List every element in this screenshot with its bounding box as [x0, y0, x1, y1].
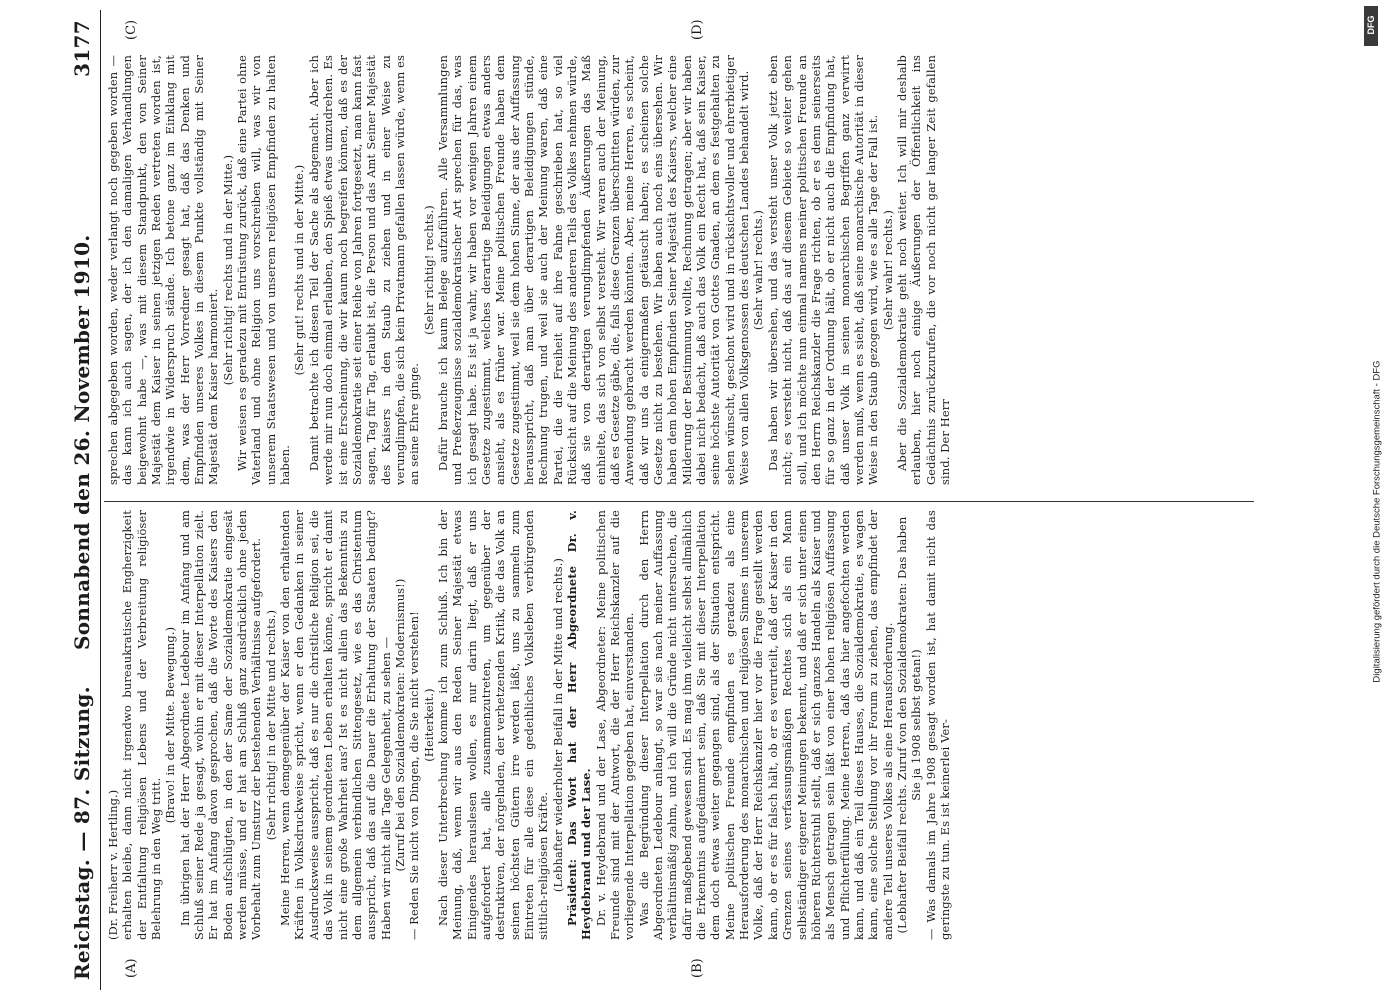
- dfg-logo: [1364, 6, 1378, 46]
- paragraph: Wir weisen es geradezu mit Entrüstung zurück, daß eine Partei ohne Vaterland und ohne Religion uns vorschreiben will, was wir von unserem Staatswesen und von unserem religiösen Empfinden zu halten haben.: [235, 55, 293, 485]
- header-rule: [100, 10, 101, 990]
- interjection: (Lebhafter wiederholter Beifall in der Mitte und rechts.): [550, 557, 565, 893]
- page-number: 3177: [70, 20, 94, 77]
- interjection: (Sehr wahr! rechts.): [880, 209, 895, 331]
- left-column: [106, 510, 952, 940]
- margin-mark-b: (B): [690, 958, 705, 978]
- paragraph: Aber die Sozialdemokratie geht noch weiter. Ich will mir deshalb erlauben, hier noch einige Äußerungen der Öffentlichkeit ins Gedächtnis zurückzurufen, die vor noch nicht gar langer Zeit gefallen sind. Der Herr: [894, 55, 952, 485]
- interjection: (Sehr gut! rechts und in der Mitte.): [292, 164, 307, 376]
- speaker-header: (Dr. Freiherr v. Hertling.): [106, 789, 120, 940]
- page-header: [58, 0, 102, 1000]
- margin-mark-a: (A): [124, 958, 139, 978]
- margin-mark-c: (C): [124, 19, 139, 40]
- paragraph: — Was damals im Jahre 1908 gesagt worden ist, hat damit nicht das geringste zu tun. Es ist keinerlei Ver-: [923, 510, 952, 940]
- digitization-note-text: Digitalisierung gefördert durch die Deutsche Forschungsgemeinschaft - DFG: [1371, 360, 1383, 683]
- margin-mark-d: (D): [690, 19, 705, 40]
- paragraph: Was die Begründung dieser Interpellation durch den Herrn Abgeordneten Ledebour anlangt, so war sie nach meiner Auffassung verhältnismäßig zahm, und ich will die Gründe nicht untersuchen, die dafür maßgebend gewesen sind. Es mag ihm vielleicht selbst allmählich die Erkenntnis aufgedämmert sein, daß Sie mit dieser Interpellation dem doch etwas weiter gegangen sind, als der Situation entspricht. Meine politischen Freunde empfinden es geradezu als eine Herausforderung des monarchischen und religiösen Sinnes in unserem Volke, daß der Herr Reichskanzler hier vor die Frage gestellt werden kann, ob er es für falsch hält, ob er es verurteilt, daß der Kaiser in den Grenzen seines verfassungsmäßigen Rechtes sich als ein Mann selbständiger eigener Meinungen bekennt, und daß er sich unter einen höheren Richterstuhl stellt, daß er sich ganzes Handeln als Kaiser und als Mensch getragen sein läßt von einer hohen religiösen Auffassung und Pflichterfüllung. Meine Herren, daß das hier angefochten werden kann, und daß ein Teil dieses Hauses, die Sozialdemokratie, es wagen kann, eine solche Stellung vor ihr Forum zu ziehen, das empfindet der andere Teil unseres Volkes als eine Herausforderung.: [636, 510, 895, 940]
- paragraph: Meine Herren, wenn demgegenüber der Kaiser von den erhaltenden Kräften in Volksdruckweise spricht, wenn er den Gedanken in seiner Ausdrucksweise ausspricht, daß es nur die christliche Religion sei, die das Volk in seinem geordneten Leben erhalten könne, spricht er damit nicht eine große Wahrheit aus? Ist es nicht allein das Bekenntnis zu dem allgemein verbindlichen Sittengesetz, wie es das Christentum ausspricht, daß das auf die Dauer die Erhaltung der Staaten bedingt? Haben wir nicht alle Tage Gelegenheit, zu sehen —: [278, 510, 393, 940]
- paragraph: Dafür brauche ich kaum Belege aufzuführen. Alle Versammlungen und Preßerzeugnisse sozialdemokratischer Art sprechen für das, was ich gesagt habe. Es ist ja wahr, wir haben vor wenigen Jahren einem Gesetze zugestimmt, welches derartige Beleidigungen etwas anders ansieht, als es früher war. Meine politischen Freunde haben dem Gesetze zugestimmt, weil sie dem hohen Sinne, der aus der Auffassung herausspricht, daß man über derartigen Beleidigungen stünde, Rechnung trugen, und weil sie auch der Meinung waren, daß eine Partei, die die Freiheit auf ihre Fahne geschrieben hat, so viel Rücksicht auf die Meinung des anderen Teils des Volkes nehmen würde, daß sie von derartigen verunglimpfenden Äußerungen das Maß einhielte, das sich von selbst versteht. Wir waren auch der Meinung, daß es Gesetze gäbe, die, falls diese Grenzen überschritten würden, zur Anwendung gebracht werden könnten. Aber, meine Herren, es scheint, daß wir uns da einigermaßen getäuscht haben; es scheinen solche Gesetze nicht zu bestehen. Wir haben auch noch eins übersehen. Wir haben dem hohen Empfinden Seiner Majestät des Kaisers, welcher eine Milderung der Bestimmung wollte, Rechnung getragen; aber wir haben dabei nicht bedacht, daß auch das Volk ein Recht hat, daß sein Kaiser, seine höchste Autorität von Gottes Gnaden, an dem es festgehalten zu sehen wünscht, geschont wird und in rücksichtsvoller und ehrerbietiger Weise von allen Volksgenossen des deutschen Landes behandelt wird.: [435, 55, 752, 485]
- header-session: Reichstag. — 87. Sitzung.: [70, 686, 94, 980]
- paragraph: Das haben wir übersehen, und das versteht unser Volk jetzt eben nicht; es versteht nicht, daß das auf diesem Gebiete so weiter gehen soll, und ich möchte nun einmal namens meiner politischen Freunde an den Herrn Reichskanzler die Frage richten, ob er es denn seinerseits für so ganz in der Ordnung hält, ob er nicht auch die Empfindung hat, daß unser Volk in seinen monarchischen Begriffen ganz verwirrt werden muß, wenn es sieht, daß seine monarchische Autorität in dieser Weise in den Staub gezogen wird, wie es alle Tage der Fall ist.: [765, 55, 881, 485]
- paragraph: — Reden Sie nicht von Dingen, die Sie nicht verstehen!: [407, 611, 422, 940]
- interjection: (Heiterkeit.): [421, 688, 436, 762]
- dfg-logo-text: DFG: [1366, 15, 1376, 35]
- interjection: (Zuruf bei den Sozialdemokraten: Modernismus!): [392, 578, 407, 872]
- interjection: (Sehr richtig! rechts.): [421, 205, 436, 335]
- president-statement: Präsident: Das Wort hat der Herr Abgeordnete Dr. v. Heydebrand und der Lase.: [565, 510, 594, 940]
- paragraph: sprechen abgegeben worden, weder verlangt noch gegeben worden — das kann ich auch sagen, der ich den damaligen Verhandlungen beigewohnt habe —, was mit diesem Standpunkt, den von Seiner Majestät dem Kaiser in seinen jetzigen Reden vertreten worden ist, irgendwie in Widerspruch stände. Ich betone ganz im Einklang mit dem, was der Herr Vorredner gesagt hat, daß das Denken und Empfinden unseres Volkes in diesem Punkte vollständig mit Seiner Majestät dem Kaiser harmoniert.: [106, 55, 221, 485]
- right-column: [106, 55, 952, 485]
- column-divider: [104, 501, 1254, 502]
- speaker-intro: Dr. v. Heydebrand und der Lase, Abgeordneter: Meine politischen Freunde sind mit der Antwort, die der Herr Reichskanzler auf die vorliegende Interpellation gegeben hat, einverstanden.: [593, 510, 637, 940]
- interjection: (Sehr wahr! rechts.): [751, 209, 766, 331]
- digitization-note: [1362, 60, 1383, 990]
- interjection: (Sehr richtig! rechts und in der Mitte.): [220, 154, 235, 386]
- header-date: Sonnabend den 26. November 1910.: [70, 234, 94, 650]
- interjection: (Bravo! in der Mitte. Bewegung.): [163, 626, 178, 824]
- interjection: (Sehr richtig! in der Mitte und rechts.): [263, 609, 278, 841]
- paragraph: erhalten bleibe, dann nicht irgendwo bureaukratische Engherzigkeit der Entfaltung religiösen Lebens und der Verbreitung religiöser Belehrung in den Weg tritt.: [120, 510, 164, 940]
- paragraph: Im übrigen hat der Herr Abgeordnete Ledebour im Anfang und am Schluß seiner Rede ja gesagt, wohin er mit dieser Interpellation zielt. Er hat im Anfang davon gesprochen, daß die Worte des Kaisers den Boden aufschlügten, in den der Same der Sozialdemokratie eingesät werden müsse, und er hat am Schluß ganz ausdrücklich ohne jeden Vorbehalt zum Umsturz der bestehenden Verhältnisse aufgefordert.: [177, 510, 264, 940]
- paragraph: Damit betrachte ich diesen Teil der Sache als abgemacht. Aber ich werde mir nun doch einmal erlauben, den Spieß etwas umzudrehen. Es ist eine Erscheinung, die wir kaum noch begreifen können, daß es der Sozialdemokratie seit einer Reihe von Jahren fortgesetzt, man kann fast sagen, Tag für Tag, erlaubt ist, die Person und das Amt Seiner Majestät des Kaisers in den Staub zu ziehen und in einer Weise zu verunglimpfen, die sich kein Privatmann gefallen lassen würde, wenn es an seine Ehre ginge.: [306, 55, 422, 485]
- paragraph: Nach dieser Unterbrechung komme ich zum Schluß. Ich bin der Meinung, daß, wenn wir aus den Reden Seiner Majestät etwas Einigendes herauslesen wollen, es nur darin liegt, daß er uns aufgefordert hat, alle zusammenzutreten, um gegenüber der destruktiven, der nörgelnden, der verhetzenden Kritik, die das Volk an seinen höchsten Gütern irre werden läßt, uns zu sammeln zum Eintreten für alle diese ein gedeihliches Volksleben verbürgenden sittlich-religiösen Kräfte.: [435, 510, 551, 940]
- interjection: (Lebhafter Beifall rechts. Zuruf von den Sozialdemokraten: Das haben Sie ja 1908 selbst getan!): [894, 516, 924, 934]
